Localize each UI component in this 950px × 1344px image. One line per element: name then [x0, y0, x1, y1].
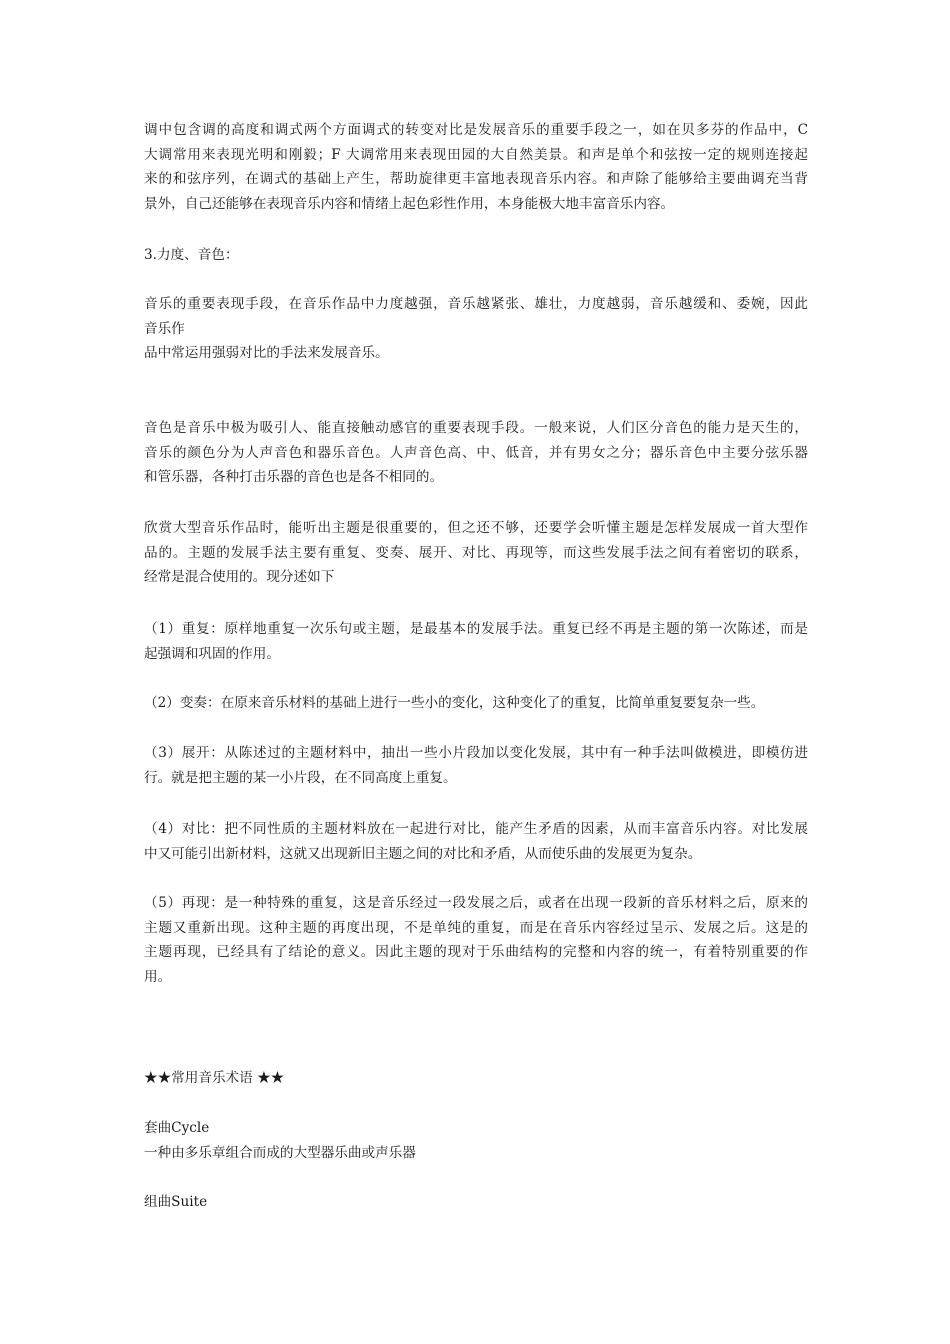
text-line: （3）展开：从陈述过的主题材料中，抽出一些小片段加以变化发展，其中有一种手法叫做模进，即模仿进	[144, 745, 808, 761]
paragraph-theme-development	[144, 516, 808, 590]
heading-text: 3.力度、音色：	[144, 247, 239, 263]
text-line: 大调常用来表现光明和刚毅；F 大调常用来表现田园的大自然美景。和声是单个和弦按一定的规则连接起	[144, 146, 808, 163]
section-heading-music-terms	[144, 1066, 808, 1091]
text-line: 主题又重新出现。这种主题的再度出现，不是单纯的重复，而是在音乐内容经过呈示、发展之后。这是的	[144, 919, 808, 936]
term-entry-cycle	[144, 1116, 808, 1165]
text-line: 起强调和巩固的作用。	[144, 645, 280, 662]
text-line: 行。就是把主题的某一小片段，在不同高度上重复。	[144, 769, 457, 786]
text-line: 音乐作	[144, 320, 185, 337]
term-title: 套曲Cycle	[144, 1120, 210, 1136]
paragraph-dynamics	[144, 292, 808, 366]
text-line: 来的和弦序列，在调式的基础上产生，帮助旋律更丰富地表现音乐内容。和声除了能够给主要曲调充当背	[144, 171, 808, 188]
paragraph-key-and-harmony	[144, 118, 808, 216]
text-line: 经常是混合使用的。现分述如下	[144, 569, 335, 586]
text-line: 用。	[144, 968, 172, 985]
paragraph-variation	[144, 691, 808, 716]
text-line: 品中常运用强弱对比的手法来发展音乐。	[144, 345, 389, 362]
text-line: （1）重复：原样地重复一次乐句或主题，是最基本的发展手法。重复已经不再是主题的第一次陈述，而是	[144, 621, 808, 637]
paragraph-timbre	[144, 416, 808, 490]
paragraph-repetition	[144, 617, 808, 666]
text-line: 中又可能引出新材料，这就又出现新旧主题之间的对比和矛盾，从而使乐曲的发展更为复杂。	[144, 845, 702, 862]
text-line: 调中包含调的高度和调式两个方面调式的转变对比是发展音乐的重要手段之一，如在贝多芬的作品中，C	[144, 122, 808, 138]
text-line: （2）变奏：在原来音乐材料的基础上进行一些小的变化，这种变化了的重复，比简单重复要复杂一些。	[144, 695, 765, 711]
term-definition: 一种由多乐章组合而成的大型器乐曲或声乐器	[144, 1144, 416, 1161]
text-line: 主题再现，已经具有了结论的意义。因此主题的现对于乐曲结构的完整和内容的统一，有着特别重要的作	[144, 944, 808, 961]
paragraph-recapitulation	[144, 891, 808, 989]
term-title: 组曲Suite	[144, 1194, 208, 1210]
text-line: 欣赏大型音乐作品时，能听出主题是很重要的，但之还不够，还要学会听懂主题是怎样发展成一首大型作	[144, 520, 808, 536]
text-line: 音乐的颜色分为人声音色和器乐音色。人声音色高、中、低音，并有男女之分；器乐音色中主要分弦乐器	[144, 444, 808, 461]
heading-text: ★★常用音乐术语 ★★	[144, 1070, 285, 1086]
paragraph-contrast	[144, 817, 808, 866]
section-heading-dynamics-timbre	[144, 243, 808, 268]
text-line: 和管乐器，各种打击乐器的音色也是各不相同的。	[144, 469, 444, 486]
text-line: 景外，自己还能够在表现音乐内容和情绪上起色彩性作用，本身能极大地丰富音乐内容。	[144, 195, 675, 212]
text-line: （5）再现：是一种特殊的重复，这是音乐经过一段发展之后，或者在出现一段新的音乐材料之后，原来的	[144, 895, 808, 911]
paragraph-development	[144, 741, 808, 790]
term-entry-suite	[144, 1190, 808, 1215]
text-line: 音色是音乐中极为吸引人、能直接触动感官的重要表现手段。一般来说，人们区分音色的能力是天生的，	[144, 420, 808, 436]
text-line: （4）对比：把不同性质的主题材料放在一起进行对比，能产生矛盾的因素，从而丰富音乐内容。对比发展	[144, 821, 808, 837]
text-line: 音乐的重要表现手段，在音乐作品中力度越强，音乐越紧张、雄壮，力度越弱，音乐越缓和、委婉，因此	[144, 296, 808, 312]
text-line: 品的。主题的发展手法主要有重复、变奏、展开、对比、再现等，而这些发展手法之间有着密切的联系，	[144, 544, 808, 561]
